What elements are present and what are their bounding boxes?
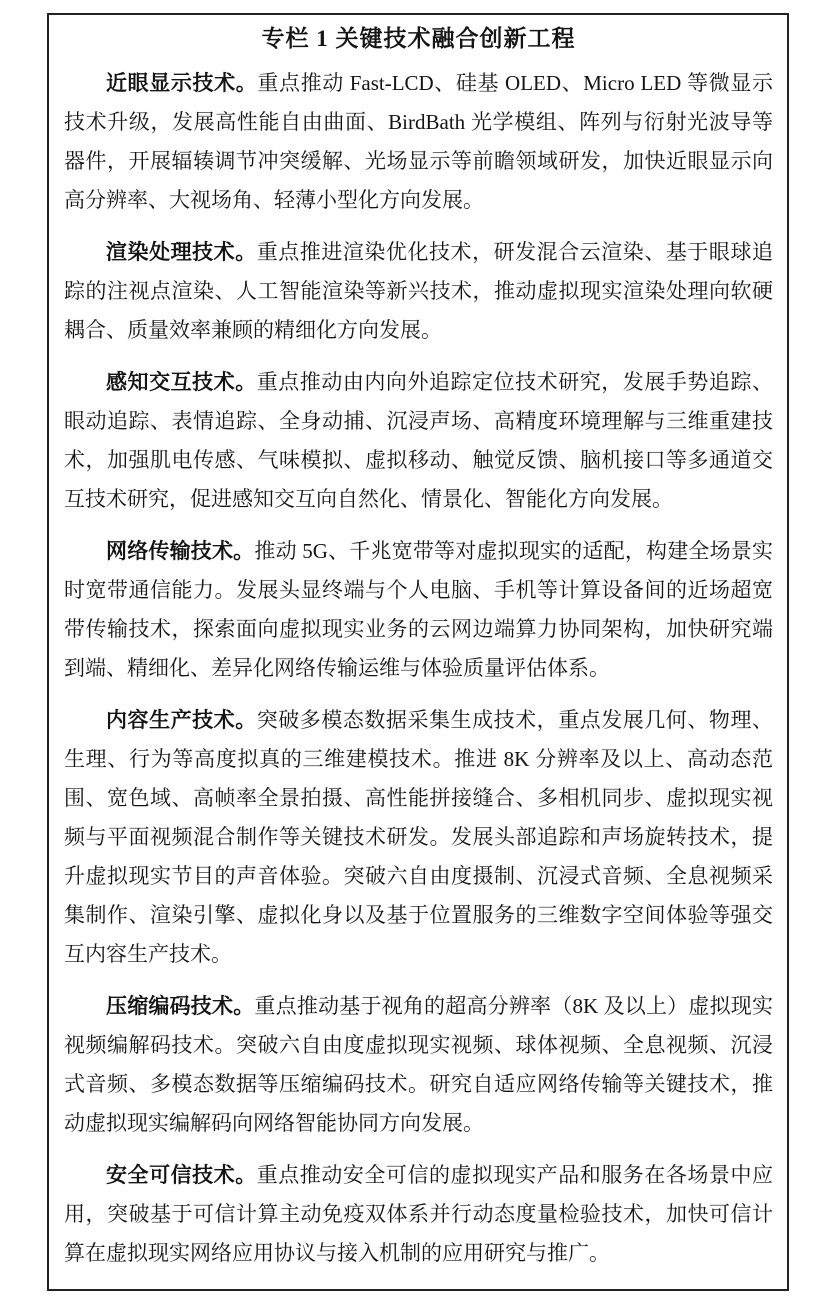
paragraph-lead: 网络传输技术。 xyxy=(106,539,255,563)
paragraph-body: 重点推动基于视角的超高分辨率（8K 及以上）虚拟现实视频编解码技术。突破六自由度虚拟现实视频、球体视频、全息视频、沉浸式音频、多模态数据等压缩编码技术。研究自适应网络传输等关键技术，推动虚拟现实编解码向网络智能协同方向发展。 xyxy=(64,994,773,1135)
paragraph-body: 重点推动由内向外追踪定位技术研究，发展手势追踪、眼动追踪、表情追踪、全身动捕、沉浸声场、高精度环境理解与三维重建技术，加强肌电传感、气味模拟、虚拟移动、触觉反馈、脑机接口等多通道交互技术研究，促进感知交互向自然化、情景化、智能化方向发展。 xyxy=(64,370,773,511)
paragraph-lead: 渲染处理技术。 xyxy=(106,240,257,264)
paragraph-lead: 安全可信技术。 xyxy=(106,1163,257,1187)
paragraph-lead: 压缩编码技术。 xyxy=(106,994,255,1018)
paragraph-body: 重点推动安全可信的虚拟现实产品和服务在各场景中应用，突破基于可信计算主动免疫双体系并行动态度量检验技术，加快可信计算在虚拟现实网络应用协议与接入机制的应用研究与推广。 xyxy=(64,1163,773,1265)
paragraph-lead: 内容生产技术。 xyxy=(106,708,257,732)
paragraph-near-eye-display xyxy=(64,64,773,220)
paragraph-network-transmission xyxy=(64,532,773,688)
paragraph-compression-encoding xyxy=(64,987,773,1143)
paragraph-rendering-processing xyxy=(64,233,773,350)
paragraph-perception-interaction xyxy=(64,363,773,519)
paragraph-content-production xyxy=(64,701,773,974)
paragraph-body: 重点推进渲染优化技术，研发混合云渲染、基于眼球追踪的注视点渲染、人工智能渲染等新兴技术，推动虚拟现实渲染处理向软硬耦合、质量效率兼顾的精细化方向发展。 xyxy=(64,240,773,342)
paragraph-body: 突破多模态数据采集生成技术，重点发展几何、物理、生理、行为等高度拟真的三维建模技术。推进 8K 分辨率及以上、高动态范围、宽色域、高帧率全景拍摄、高性能拼接缝合、多相机同步、虚拟现实视频与平面视频混合制作等关键技术研发。发展头部追踪和声场旋转技术，提升虚拟现实节目的声音体验。突破六自由度摄制、沉浸式音频、全息视频采集制作、渲染引擎、虚拟化身以及基于位置服务的三维数字空间体验等强交互内容生产技术。 xyxy=(64,708,773,966)
paragraph-lead: 近眼显示技术。 xyxy=(106,71,258,95)
paragraph-lead: 感知交互技术。 xyxy=(106,370,257,394)
paragraph-body: 推动 5G、千兆宽带等对虚拟现实的适配，构建全场景实时宽带通信能力。发展头显终端与个人电脑、手机等计算设备间的近场超宽带传输技术，探索面向虚拟现实业务的云网边端算力协同架构，加快研究端到端、精细化、差异化网络传输运维与体验质量评估体系。 xyxy=(64,539,773,680)
paragraph-body: 重点推动 Fast-LCD、硅基 OLED、Micro LED 等微显示技术升级，发展高性能自由曲面、BirdBath 光学模组、阵列与衍射光波导等器件，开展辐辏调节冲突缓解、光场显示等前瞻领域研发，加快近眼显示向高分辨率、大视场角、轻薄小型化方向发展。 xyxy=(64,71,773,212)
paragraph-security-trust xyxy=(64,1156,773,1273)
box-title: 专栏 1 关键技术融合创新工程 xyxy=(261,26,576,51)
column-box xyxy=(47,13,789,1291)
